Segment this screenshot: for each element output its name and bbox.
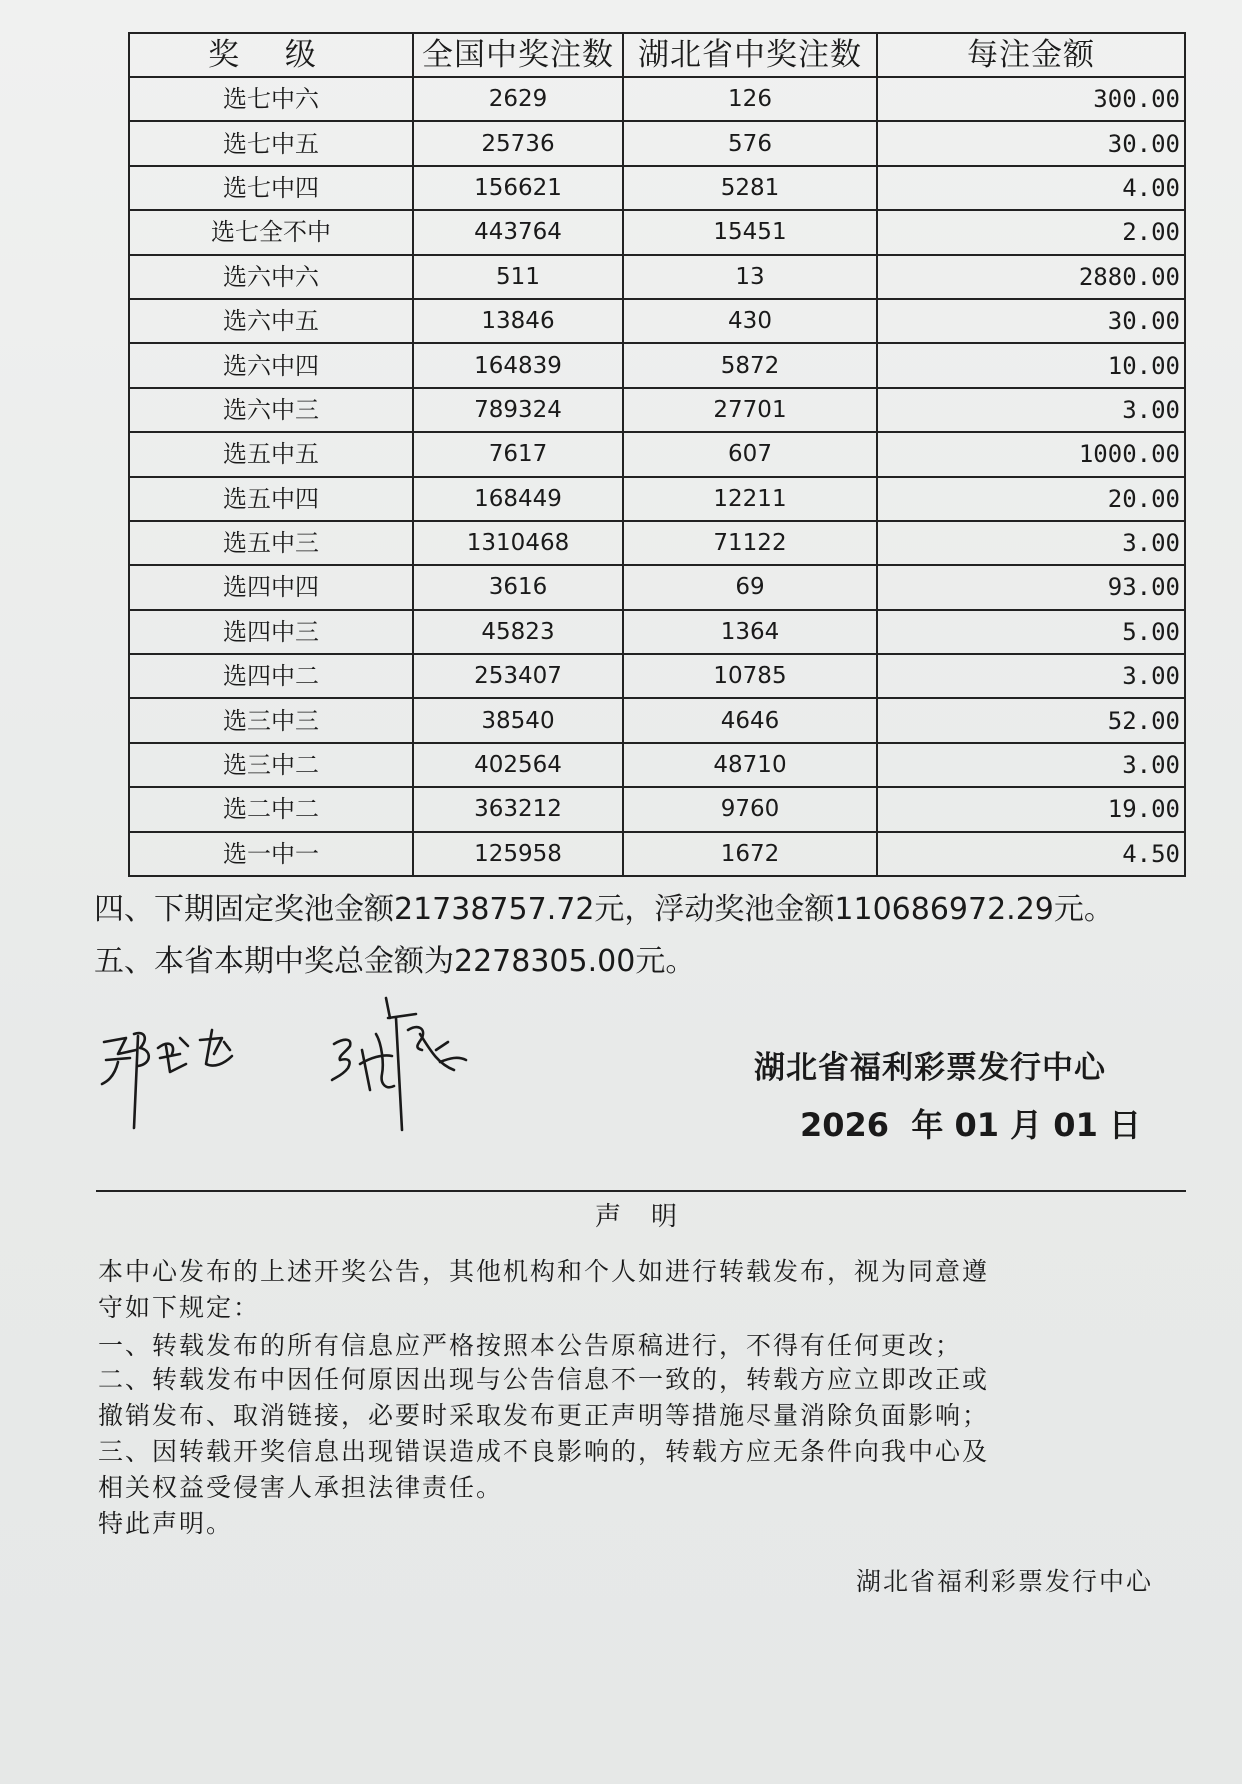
hubei-count-cell: 1672 [623, 832, 877, 876]
hubei-count-cell: 71122 [623, 521, 877, 565]
table-row [129, 610, 1185, 654]
level-cell: 选四中二 [129, 654, 413, 698]
hubei-count-cell: 4646 [623, 698, 877, 742]
statement-line: 三、因转载开奖信息出现错误造成不良影响的，转载方应无条件向我中心及 [98, 1437, 990, 1466]
statement-line: 撤销发布、取消链接，必要时采取发布更正声明等措施尽量消除负面影响； [98, 1401, 990, 1430]
national-count-cell: 156621 [413, 166, 623, 210]
issue-date: 2026 年 01 月 01 日 [800, 1106, 1141, 1144]
divider [96, 1190, 1186, 1192]
table-row [129, 121, 1185, 165]
national-count-cell: 25736 [413, 121, 623, 165]
national-count-cell: 168449 [413, 477, 623, 521]
amount-cell: 5.00 [877, 610, 1185, 654]
table-row [129, 388, 1185, 432]
statement-title: 声明 [594, 1202, 707, 1232]
national-count-cell: 164839 [413, 343, 623, 387]
table-row [129, 787, 1185, 831]
hubei-count-cell: 10785 [623, 654, 877, 698]
hubei-count-cell: 607 [623, 432, 877, 476]
level-cell: 选三中二 [129, 743, 413, 787]
level-cell: 选六中五 [129, 299, 413, 343]
hubei-count-cell: 15451 [623, 210, 877, 254]
statement-line: 相关权益受侵害人承担法律责任。 [98, 1473, 504, 1502]
statement-line: 守如下规定： [98, 1293, 261, 1322]
level-cell: 选一中一 [129, 832, 413, 876]
table-row [129, 832, 1185, 876]
hubei-count-cell: 27701 [623, 388, 877, 432]
hubei-count-cell: 48710 [623, 743, 877, 787]
table-row [129, 654, 1185, 698]
prize-table [128, 32, 1186, 877]
level-cell: 选七中四 [129, 166, 413, 210]
statement-signer: 湖北省福利彩票发行中心 [856, 1567, 1154, 1596]
level-cell: 选七中六 [129, 77, 413, 121]
level-cell: 选五中三 [129, 521, 413, 565]
level-cell: 选五中五 [129, 432, 413, 476]
signature-1 [96, 1020, 256, 1130]
amount-cell: 10.00 [877, 343, 1185, 387]
level-cell: 选五中四 [129, 477, 413, 521]
table-row [129, 477, 1185, 521]
amount-cell: 2.00 [877, 210, 1185, 254]
amount-cell: 4.50 [877, 832, 1185, 876]
level-cell: 选七全不中 [129, 210, 413, 254]
level-cell: 选三中三 [129, 698, 413, 742]
hubei-count-cell: 9760 [623, 787, 877, 831]
hubei-count-cell: 12211 [623, 477, 877, 521]
header-amount: 每注金额 [877, 33, 1185, 77]
amount-cell: 3.00 [877, 388, 1185, 432]
level-cell: 选四中四 [129, 565, 413, 609]
table-row [129, 77, 1185, 121]
national-count-cell: 125958 [413, 832, 623, 876]
hubei-count-cell: 430 [623, 299, 877, 343]
national-count-cell: 7617 [413, 432, 623, 476]
statement-line: 一、转载发布的所有信息应严格按照本公告原稿进行，不得有任何更改； [98, 1331, 963, 1360]
national-count-cell: 13846 [413, 299, 623, 343]
hubei-count-cell: 576 [623, 121, 877, 165]
table-row [129, 521, 1185, 565]
level-cell: 选六中三 [129, 388, 413, 432]
statement-line: 本中心发布的上述开奖公告，其他机构和个人如进行转载发布，视为同意遵 [98, 1257, 990, 1286]
table-header-row [129, 33, 1185, 77]
table-row [129, 698, 1185, 742]
amount-cell: 300.00 [877, 77, 1185, 121]
amount-cell: 30.00 [877, 299, 1185, 343]
national-count-cell: 363212 [413, 787, 623, 831]
level-cell: 选七中五 [129, 121, 413, 165]
hubei-count-cell: 5872 [623, 343, 877, 387]
statement-line: 二、转载发布中因任何原因出现与公告信息不一致的，转载方应立即改正或 [98, 1365, 990, 1394]
national-count-cell: 402564 [413, 743, 623, 787]
table-row [129, 255, 1185, 299]
national-count-cell: 511 [413, 255, 623, 299]
hubei-count-cell: 13 [623, 255, 877, 299]
amount-cell: 2880.00 [877, 255, 1185, 299]
total-amount-note: 五、本省本期中奖总金额为2278305.00元。 [94, 944, 696, 979]
national-count-cell: 253407 [413, 654, 623, 698]
prize-table-body [129, 77, 1185, 876]
header-national: 全国中奖注数 [413, 33, 623, 77]
level-cell: 选六中四 [129, 343, 413, 387]
national-count-cell: 2629 [413, 77, 623, 121]
table-row [129, 343, 1185, 387]
level-cell: 选六中六 [129, 255, 413, 299]
table-row [129, 743, 1185, 787]
table-row [129, 432, 1185, 476]
national-count-cell: 3616 [413, 565, 623, 609]
table-row [129, 299, 1185, 343]
level-cell: 选四中三 [129, 610, 413, 654]
amount-cell: 4.00 [877, 166, 1185, 210]
amount-cell: 3.00 [877, 521, 1185, 565]
table-row [129, 210, 1185, 254]
hubei-count-cell: 1364 [623, 610, 877, 654]
national-count-cell: 443764 [413, 210, 623, 254]
amount-cell: 93.00 [877, 565, 1185, 609]
pool-amount-note: 四、下期固定奖池金额21738757.72元，浮动奖池金额110686972.29元。 [94, 892, 1114, 927]
hubei-count-cell: 69 [623, 565, 877, 609]
level-cell: 选二中二 [129, 787, 413, 831]
national-count-cell: 1310468 [413, 521, 623, 565]
table-row [129, 565, 1185, 609]
amount-cell: 30.00 [877, 121, 1185, 165]
hubei-count-cell: 126 [623, 77, 877, 121]
amount-cell: 19.00 [877, 787, 1185, 831]
amount-cell: 52.00 [877, 698, 1185, 742]
issuer-name: 湖北省福利彩票发行中心 [754, 1050, 1106, 1086]
amount-cell: 1000.00 [877, 432, 1185, 476]
amount-cell: 3.00 [877, 654, 1185, 698]
table-row [129, 166, 1185, 210]
header-hubei: 湖北省中奖注数 [623, 33, 877, 77]
national-count-cell: 45823 [413, 610, 623, 654]
statement-line: 特此声明。 [98, 1509, 234, 1538]
national-count-cell: 38540 [413, 698, 623, 742]
amount-cell: 20.00 [877, 477, 1185, 521]
national-count-cell: 789324 [413, 388, 623, 432]
header-level: 奖 级 [129, 33, 413, 77]
signature-2 [326, 994, 476, 1134]
amount-cell: 3.00 [877, 743, 1185, 787]
hubei-count-cell: 5281 [623, 166, 877, 210]
